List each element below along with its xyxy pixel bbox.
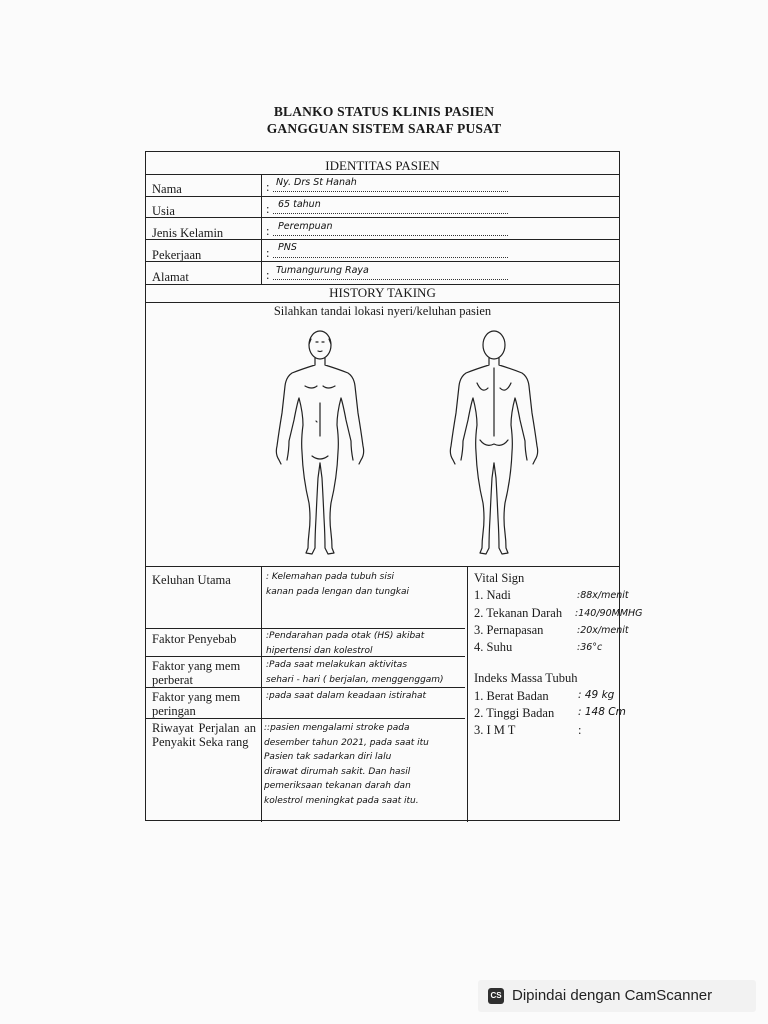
field-label-nama: Nama (152, 182, 182, 196)
imt-header: Indeks Massa Tubuh (474, 671, 578, 685)
vital-label-nadi: 1. Nadi (474, 588, 511, 602)
vital-sign-header: Vital Sign (474, 571, 525, 585)
camscanner-watermark (478, 980, 756, 1012)
imt-value-berat-badan: : 49 kg (578, 689, 615, 701)
body-front-figure[interactable] (272, 328, 368, 563)
faktor-meringankan-label: Faktor yang mem peringan (152, 690, 241, 718)
imt-value-tinggi-badan: : 148 Cm (578, 706, 626, 718)
keluhan-utama-label: Keluhan Utama (152, 573, 231, 587)
document-title-line2: GANGGUAN SISTEM SARAF PUSAT (266, 121, 502, 136)
faktor-penyebab-label: Faktor Penyebab (152, 632, 237, 646)
field-value-nama: Ny. Drs St Hanah (276, 177, 357, 188)
imt-label-imt: 3. I M T (474, 723, 516, 737)
field-label-jenis-kelamin: Jenis Kelamin (152, 226, 224, 240)
identity-header: IDENTITAS PASIEN (325, 158, 440, 173)
body-back-figure[interactable] (446, 328, 542, 563)
vital-label-tekanan-darah: 2. Tekanan Darah (474, 606, 563, 620)
faktor-memperberat-label: Faktor yang mem perberat (152, 659, 241, 687)
riwayat-penyakit-label: Riwayat Perjalan an Penyakit Seka rang (152, 721, 256, 749)
field-value-pekerjaan: PNS (278, 242, 297, 253)
imt-label-tinggi-badan: 2. Tinggi Badan (474, 706, 555, 720)
field-label-usia: Usia (152, 204, 175, 218)
field-label-pekerjaan: Pekerjaan (152, 248, 202, 262)
field-label-alamat: Alamat (152, 270, 189, 284)
clinical-form: IDENTITAS PASIEN Nama : Ny. Drs St Hanah Usia : 65 tahun Jenis Kelamin : Perempuan Pekerjaan : PNS Alamat : Tumangurung Raya HISTORY TAKING Silahkan tandai lokasi nyeri/keluhan pasien Keluhan Utama : Kelemahan pada tubuh sisi kanan pada lengan dan tungkai Faktor Penyebab :Pendarahan pada otak (HS) akibat hipertensi dan kolestrol Faktor yang mem perberat :Pada saat melakukan aktivitas sehari - hari ( berjalan, menggenggam) Faktor yang mem peringan :pada saat dalam keadaan istirahat Riwayat Perjalan an Penyakit Seka rang ::pasien mengalami stroke pada desember tahun 2021, pada saat itu Pasien tak sadarkan diri lalu dirawat dirumah sakit. Dan hasil pemeriksaan tekanan darah dan kolestrol meningkat pada saat itu. Vital Sign 1. Nadi :88x/menit 2. Tekanan Darah :140/90MMHG 3. Pernapasan :20x/menit 4. Suhu :36°c Indeks Massa Tubuh 1. Berat Badan : 49 kg 2. Tinggi Badan : 148 Cm 3. I M T : (145, 151, 620, 821)
faktor-penyebab-value: :Pendarahan pada otak (HS) akibat hipertensi dan kolestrol (266, 631, 425, 656)
vital-value-suhu: :36°c (577, 642, 603, 653)
vital-value-nadi: :88x/menit (577, 590, 629, 601)
camscanner-text: Dipindai dengan CamScanner (512, 987, 713, 1004)
vital-value-pernapasan: :20x/menit (577, 625, 629, 636)
riwayat-penyakit-value: ::pasien mengalami stroke pada desember tahun 2021, pada saat itu Pasien tak sadarkan diri lalu dirawat dirumah sakit. Dan hasil pemeriksaan tekanan darah dan kolestrol meningkat pada saat itu. (264, 723, 429, 806)
vital-label-pernapasan: 3. Pernapasan (474, 623, 544, 637)
imt-value-imt: : (578, 723, 582, 737)
field-value-alamat: Tumangurung Raya (276, 265, 369, 276)
history-header: HISTORY TAKING (329, 285, 436, 300)
imt-label-berat-badan: 1. Berat Badan (474, 689, 549, 703)
history-instruction: Silahkan tandai lokasi nyeri/keluhan pasien (273, 304, 492, 318)
document-title-line1: BLANKO STATUS KLINIS PASIEN (273, 104, 495, 119)
faktor-memperberat-value: :Pada saat melakukan aktivitas sehari - hari ( berjalan, menggenggam) (266, 660, 444, 685)
camscanner-logo-icon: CS (488, 988, 504, 1004)
vital-label-suhu: 4. Suhu (474, 640, 513, 654)
keluhan-utama-value: : Kelemahan pada tubuh sisi kanan pada lengan dan tungkai (266, 572, 410, 597)
field-value-jenis-kelamin: Perempuan (278, 221, 333, 232)
field-value-usia: 65 tahun (278, 199, 321, 210)
faktor-meringankan-value: :pada saat dalam keadaan istirahat (266, 691, 427, 701)
vital-value-tekanan-darah: :140/90MMHG (575, 608, 643, 619)
